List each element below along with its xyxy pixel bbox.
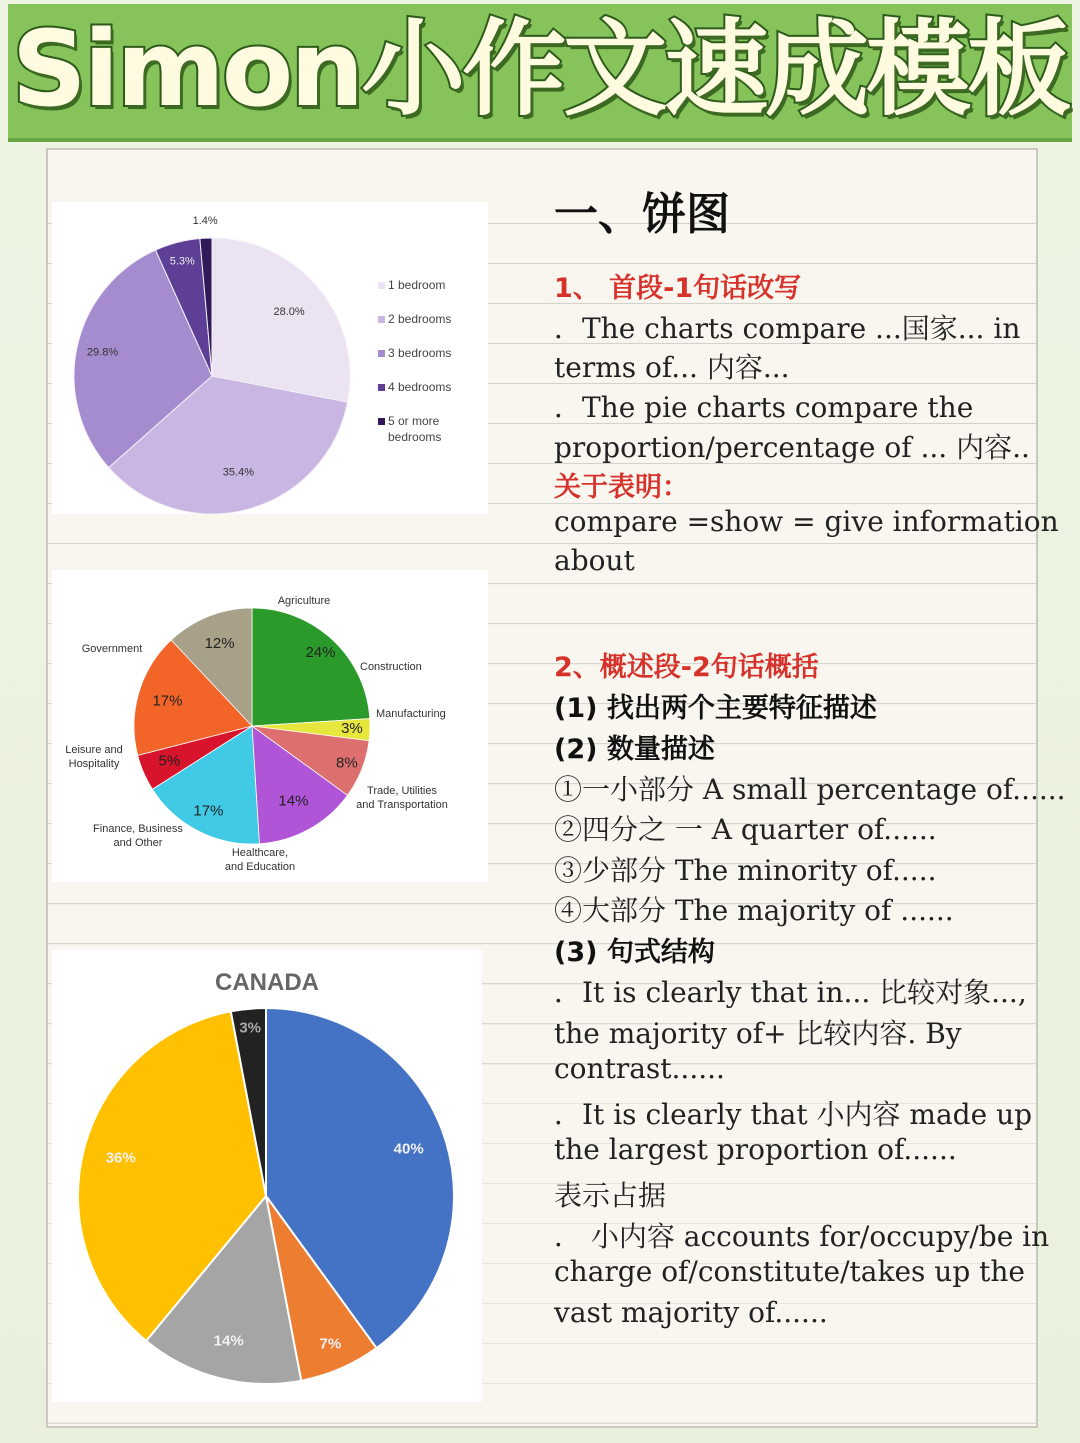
chart-panel-industries [52,570,488,882]
legend-swatch [378,350,385,357]
category-label: and Education [224,861,296,873]
legend-swatch [378,418,385,425]
chart-title: CANADA [215,969,319,996]
legend-swatch [378,384,385,391]
pie-slices [78,1008,454,1384]
category-label: Trade, Utilities [367,785,437,797]
pie-slices [74,238,350,514]
data-label: 3% [239,1019,262,1037]
bedrooms-pie-chart [52,202,488,514]
data-label: 36% [105,1149,136,1167]
data-label: 28.0% [273,306,305,319]
note-line: 2、概述段-2句话概括 [554,652,819,683]
note-line: ②四分之 一 A quarter of...... [554,813,937,846]
note-line: 表示占据 [554,1179,667,1212]
note-line: about [554,544,635,577]
industries-pie-chart [52,570,488,882]
note-line: terms of... 内容... [554,351,790,384]
section-title: 一、饼图 [554,189,730,240]
note-line: ．The pie charts compare the [554,391,974,424]
category-label: and Other [113,837,163,849]
pie-slice [212,238,350,402]
note-line: (1) 找出两个主要特征描述 [554,693,877,724]
data-label: 14% [278,792,309,810]
note-line: 关于表明： [554,472,689,503]
note-line: (2) 数量描述 [554,734,715,765]
legend-label: 3 bedrooms [388,346,452,360]
data-label: 3% [341,720,363,738]
legend-label: 2 bedrooms [388,312,452,326]
note-line: vast majority of...... [554,1296,828,1329]
chart-legend [378,278,451,444]
category-label: and Transportation [356,799,448,811]
note-line: ①一小部分 A small percentage of...... [554,773,1066,806]
canada-pie-chart [52,950,482,1402]
category-label: Manufacturing [376,708,446,720]
data-label: 5% [158,752,181,770]
note-line: ． 小内容 accounts for/occupy/be in [554,1220,1050,1253]
note-line: ．The charts compare ...国家... in [554,312,1021,345]
data-label: 7% [319,1335,342,1353]
data-label: 8% [335,754,358,772]
note-line: proportion/percentage of ... 内容.. [554,431,1030,464]
page-title: Simon小作文速成模板 [11,8,1069,130]
category-label: Construction [360,661,422,673]
category-label: Government [81,643,143,655]
category-label: Leisure and [65,744,123,756]
category-label: Healthcare, [231,847,289,859]
legend-label: 1 bedroom [388,278,446,292]
header-banner [8,4,1072,142]
data-label: 17% [193,802,224,820]
chart-panel-bedrooms [52,202,488,514]
legend-swatch [378,316,385,323]
note-line: compare =show = give information [554,505,1059,538]
legend-label: 4 bedrooms [388,380,452,394]
legend-label: 5 or more [388,414,440,428]
category-label: Agriculture [277,595,331,607]
data-label: 12% [204,635,235,653]
note-line: ④大部分 The majority of ...... [554,894,954,927]
note-line: the largest proportion of...... [554,1133,957,1166]
data-label: 29.8% [86,346,119,359]
chart-panel-canada [52,950,482,1402]
pie-slice [252,608,370,726]
note-line: ．It is clearly that 小内容 made up [554,1098,1033,1131]
note-line: ．It is clearly that in... 比较对象..., [554,976,1027,1009]
legend-swatch [378,282,385,289]
note-line: ③少部分 The minority of..... [554,854,937,887]
note-line: 1、 首段-1句话改写 [554,273,802,304]
data-label: 14% [213,1332,244,1350]
note-line: contrast...... [554,1052,725,1085]
data-label: 35.4% [222,466,255,479]
legend-label: bedrooms [388,430,442,444]
data-label: 40% [393,1140,424,1158]
data-label: 24% [305,644,336,662]
note-line: the majority of+ 比较内容. By [554,1017,962,1050]
note-line: (3) 句式结构 [554,937,715,968]
data-label: 17% [152,692,183,710]
note-line: charge of/constitute/takes up the [554,1255,1025,1288]
data-label: 5.3% [169,255,195,268]
category-label: Finance, Business [93,823,183,835]
category-label: Hospitality [68,758,120,770]
notebook-paper [46,148,1066,1428]
data-label: 1.4% [192,215,218,228]
